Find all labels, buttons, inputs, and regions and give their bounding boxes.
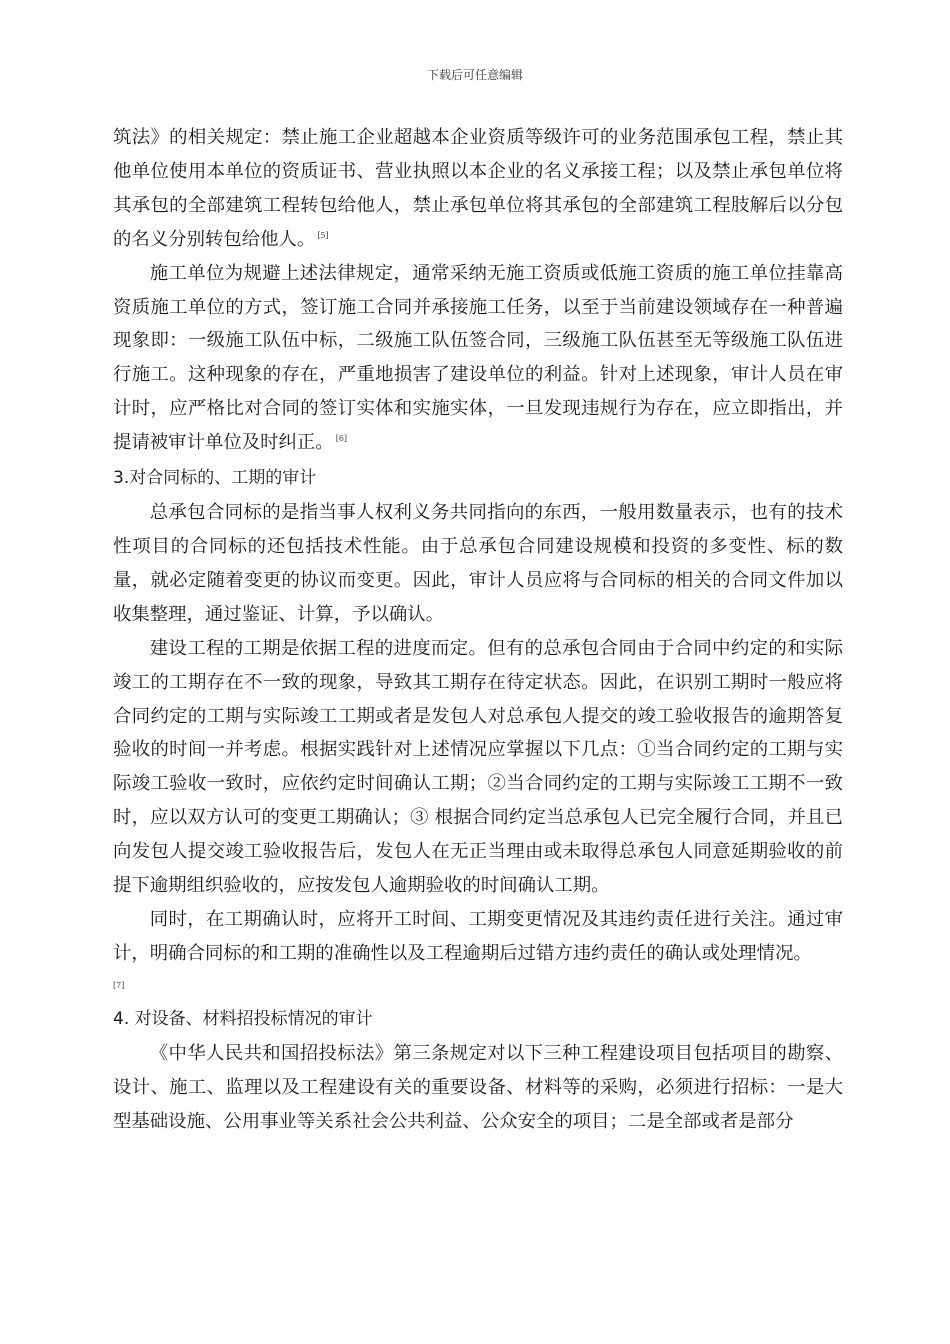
section-heading-3: 3.对合同标的、工期的审计 — [113, 468, 317, 489]
page-header: 下载后可任意编辑 — [426, 68, 523, 82]
paragraph-contract-subject: 总承包合同标的是指当事人权利义务共同指向的东西，一般用数量表示，也有的技术性项目的合同标的还包括技术性能。由于总承包合同建设规模和投资的多变性、标的数量，就必定随着变更的协议而变更。因此，审计人员应将与合同标的相关的合同文件加以收集整理，通过鉴证、计算，予以确认。 — [113, 502, 843, 625]
paragraph-construction-period: 建设工程的工期是依据工程的进度而定。但有的总承包合同由于合同中约定的和实际竣工的工期存在不一致的现象，导致其工期存在待定状态。因此，在识别工期时一般应将合同约定的工期与实际竣工工期或者是发包人对总承包人提交的竣工验收报告的逾期答复验收的时间一并考虑。根据实践针对上述情况应掌握以下几点：①当合同约定的工期与实际竣工验收一致时，应依约定时间确认工期；②当合同约定的工期与实际竣工工期不一致时，应以双方认可的变更工期确认；③ 根据合同约定当总承包人已完全履行合同，并且已向发包人提交竣工验收报告后，发包人在无正当理由或未取得总承包人同意延期验收的前提下逾期组织验收的，应按发包人逾期验收的时间确认工期。 — [113, 637, 843, 897]
document-body — [113, 121, 843, 1138]
paragraph-text: 筑法》的相关规定：禁止施工企业超越本企业资质等级许可的业务范围承包工程，禁止其他单位使用本单位的资质证书、营业执照以本企业的名义承接工程；以及禁止承包单位将其承包的全部建筑工程转包给他人，禁止承包单位将其承包的全部建筑工程肢解后以分包的名义分别转包给他人。 — [113, 127, 843, 250]
paragraph-bidding-law: 《中华人民共和国招投标法》第三条规定对以下三种工程建设项目包括项目的勘察、设计、施工、监理以及工程建设有关的重要设备、材料等的采购，必须进行招标：一是大型基础设施、公用事业等关系社会公共利益、公众安全的项目；二是全部或者是部分 — [113, 1042, 843, 1132]
paragraph-period-confirmation: 同时，在工期确认时，应将开工时间、工期变更情况及其违约责任进行关注。通过审计，明确合同标的和工期的准确性以及工程逾期后过错方违约责任的确认或处理情况。 — [113, 908, 843, 964]
citation: [7] — [113, 980, 125, 990]
citation: [6] — [335, 434, 348, 444]
paragraph-affiliation — [113, 257, 843, 460]
citation: [5] — [317, 230, 329, 240]
paragraph-building-law — [113, 121, 843, 257]
paragraph-text: 施工单位为规避上述法律规定，通常采纳无施工资质或低施工资质的施工单位挂靠高资质施工单位的方式，签订施工合同并承接施工任务，以至于当前建设领域存在一种普遍现象即：一级施工队伍中标，二级施工队伍签合同，三级施工队伍甚至无等级施工队伍进行施工。这种现象的存在，严重地损害了建设单位的利益。针对上述现象，审计人员在审计时，应严格比对合同的签订实体和实施实体，一旦发现违规行为存在，应立即指出，并提请被审计单位及时纠正。 — [113, 262, 843, 454]
section-heading-4: 4. 对设备、材料招投标情况的审计 — [113, 1008, 373, 1029]
